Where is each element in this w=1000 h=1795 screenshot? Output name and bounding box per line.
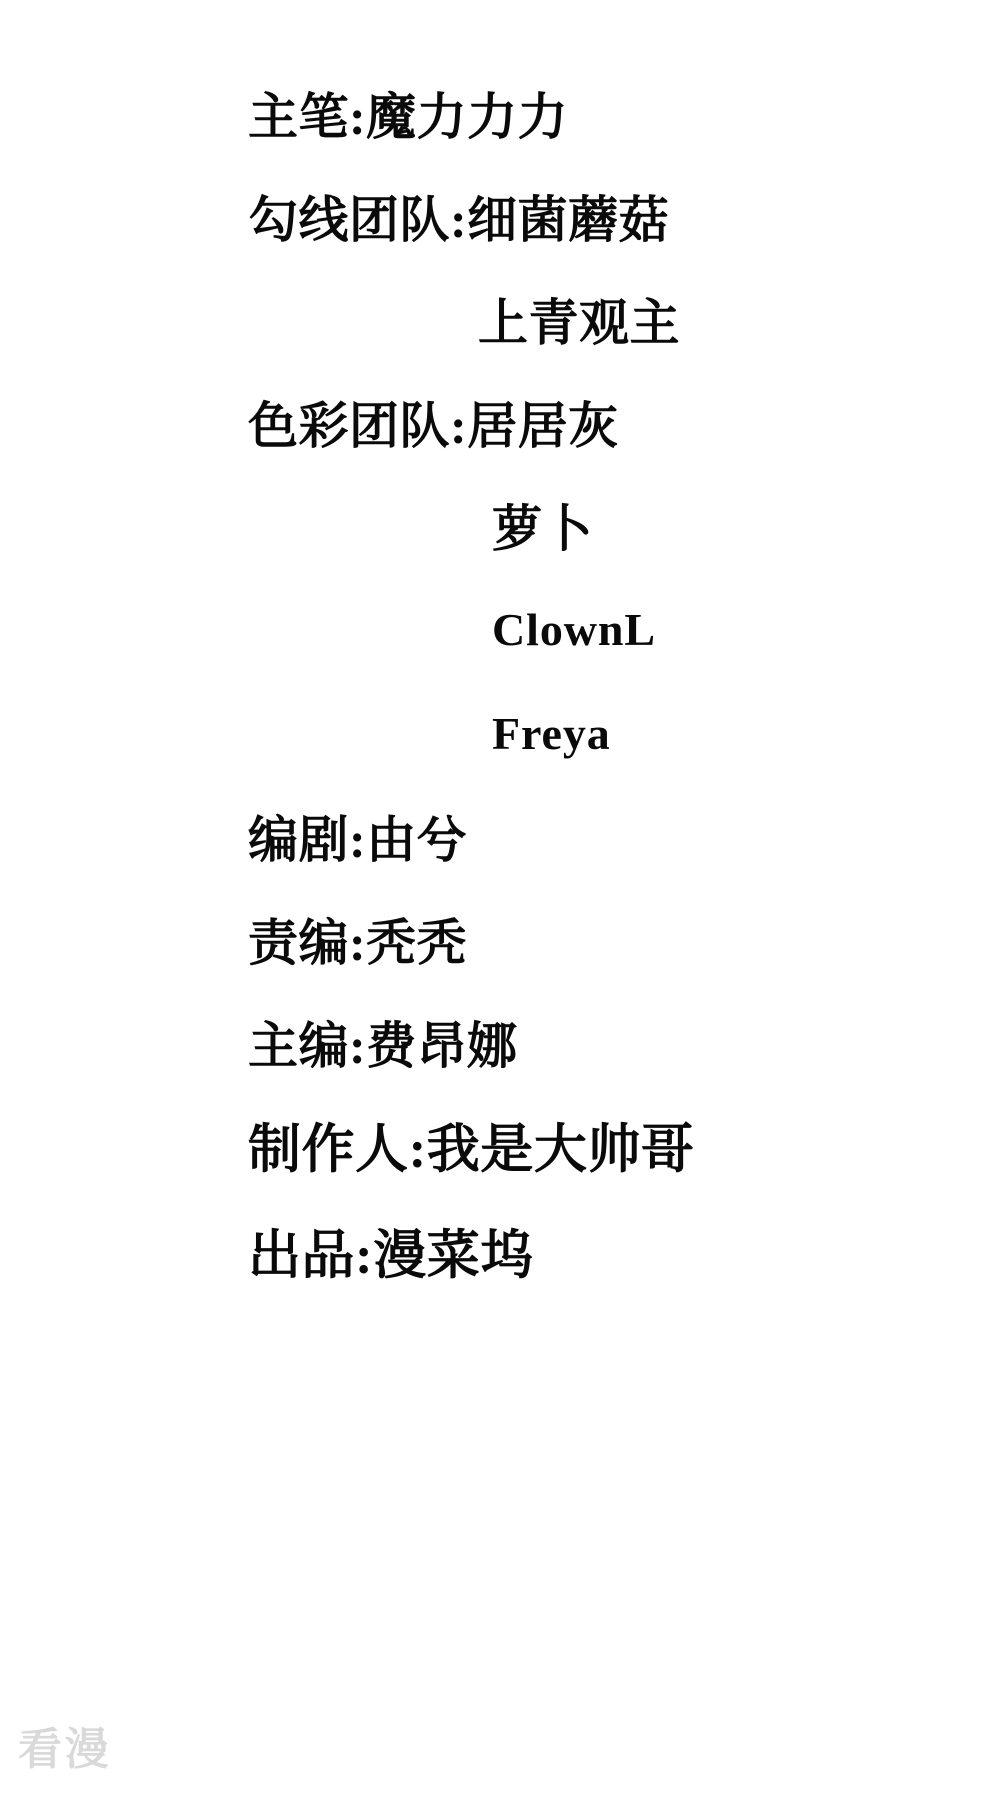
credit-screenwriter: 编剧:由兮 — [248, 812, 468, 868]
credit-lead-artist: 主笔:魔力力力 — [248, 89, 569, 145]
credit-color-team: 色彩团队:居居灰 — [248, 398, 619, 454]
credit-lineart-team-member-2: 上青观主 — [478, 295, 680, 351]
credit-chief-editor: 主编:费昂娜 — [248, 1018, 518, 1074]
credit-responsible-editor: 责编:秃秃 — [248, 915, 468, 971]
credit-producer: 制作人:我是大帅哥 — [248, 1121, 695, 1179]
credit-color-team-member-3: ClownL — [492, 604, 657, 655]
credit-publisher: 出品:漫菜坞 — [248, 1227, 534, 1285]
credit-color-team-member-2: 萝卜 — [492, 501, 593, 557]
watermark-label: 看漫 — [18, 1725, 112, 1774]
credit-color-team-member-4: Freya — [492, 708, 611, 759]
credit-lineart-team: 勾线团队:细菌蘑菇 — [248, 192, 670, 248]
